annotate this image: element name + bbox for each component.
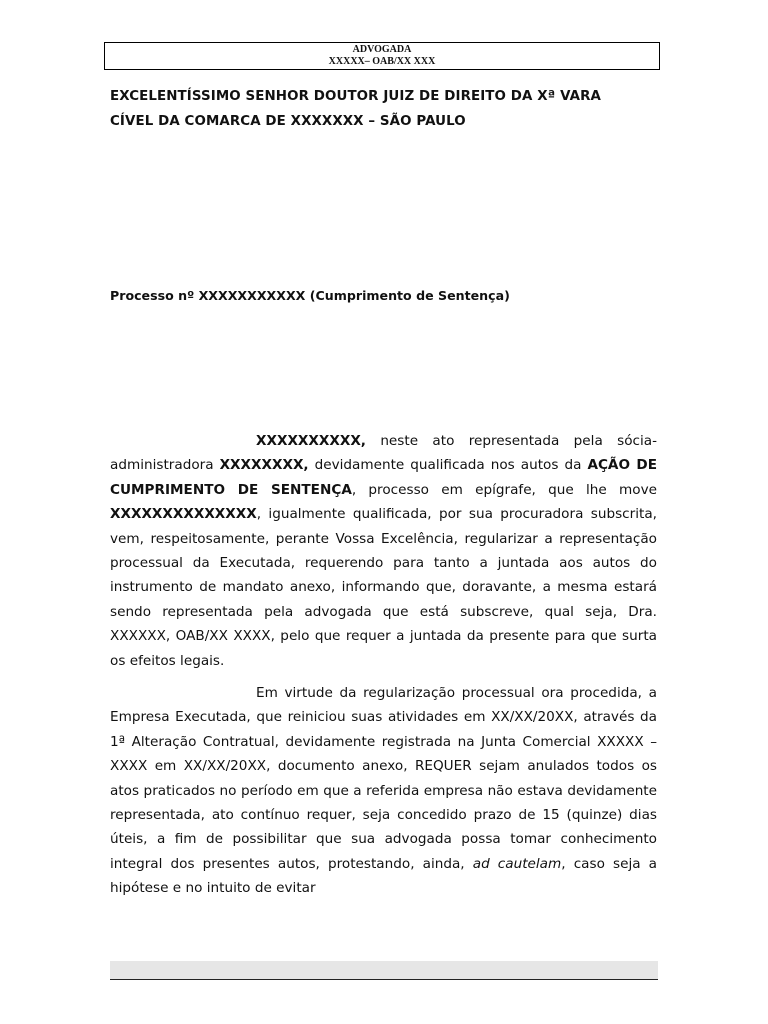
paragraph-representation [110,429,657,673]
latin-term: ad cautelam [472,855,562,872]
paragraph1-text-1: neste ato representada pela sócia-administradora [110,433,657,474]
paragraph1-text-3: , processo em epígrafe, que lhe move [351,481,657,498]
letterhead-title: ADVOGADA [352,44,412,55]
letterhead-box [104,42,660,70]
page-footer-bar [110,961,658,980]
opponent-name: XXXXXXXXXXXXXX [110,506,257,523]
paragraph2-text-2: , caso seja a hipótese e no intuito de evitar [110,855,657,897]
addressee-line-2: CÍVEL DA COMARCA DE XXXXXXX – SÃO PAULO [110,114,466,129]
paragraph1-text-2: devidamente qualificada nos autos da [308,457,588,474]
addressee-line-1: EXCELENTÍSSIMO SENHOR DOUTOR JUIZ DE DIREITO DA Xª VARA [110,89,601,104]
paragraph2-text-1: Em virtude da regularização processual ora procedida, a Empresa Executada, que reiniciou suas atividades em XX/XX/20XX, através da 1ª Alteração Contratual, devidamente registrada na Junta Comercial XXXXX – XXXX em XX/XX/20XX, documento anexo, REQUER sejam anulados todos os atos praticados no período em que a referida empresa não estava devidamente representada, ato contínuo requer, seja concedido prazo de 15 (quinze) dias úteis, a fim de possibilitar que sua advogada possa tomar conhecimento integral dos presentes autos, protestando, ainda, [110,685,657,872]
addressee-heading [110,84,670,134]
party-name: XXXXXXXXXX, [256,433,366,449]
paragraph1-text-4: , igualmente qualificada, por sua procuradora subscrita, vem, respeitosamente, perante Vossa Excelência, regularizar a representação processual da Executada, requerendo para tanto a juntada aos autos do instrumento de mandato anexo, informando que, doravante, a mesma estará sendo representada pela advogada que está subscreve, qual seja, Dra. XXXXXX, OAB/XX XXXX, pelo que requer a juntada da presente para que surta os efeitos legais. [110,506,657,669]
administrator-name: XXXXXXXX, [219,457,309,474]
letterhead-oab: XXXXX– OAB/XX XXX [328,56,436,67]
action-name: AÇÃO DE CUMPRIMENTO DE SENTENÇA [110,457,657,498]
process-number: Processo nº XXXXXXXXXXX (Cumprimento de Sentença) [110,288,510,303]
paragraph-request [110,681,657,901]
